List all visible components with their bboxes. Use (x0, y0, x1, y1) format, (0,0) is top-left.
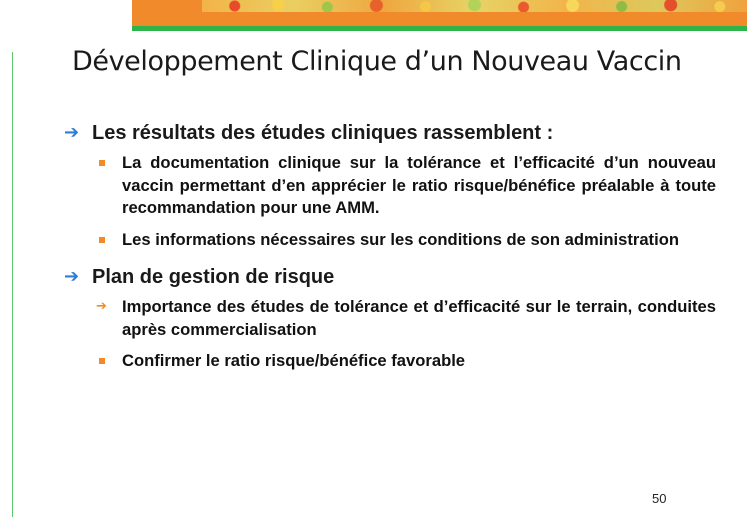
slide-title: Développement Clinique d’un Nouveau Vaccin (72, 46, 682, 77)
square-bullet-icon (99, 160, 105, 166)
section-heading-text: Les résultats des études cliniques rassemblent : (92, 122, 554, 144)
slide-content (64, 120, 716, 382)
page-number: 50 (652, 491, 667, 506)
list-item-text: Confirmer le ratio risque/bénéfice favorable (122, 351, 466, 370)
square-bullet-icon (99, 358, 105, 364)
list-item-text: Importance des études de tolérance et d’efficacité sur le terrain, conduites après commercialisation (122, 297, 716, 339)
arrow-bullet-icon: ➔ (96, 299, 107, 314)
left-vertical-rule (12, 52, 13, 517)
section-heading-text: Plan de gestion de risque (92, 266, 335, 288)
section-heading-results (64, 120, 716, 146)
section-heading-risk-plan (64, 264, 716, 290)
list-item (92, 296, 716, 341)
list-item-text: La documentation clinique sur la tolérance et l’efficacité d’un nouveau vaccin permettant d’en apprécier le ratio risque/bénéfice préalable à toute recommandation pour une AMM. (122, 153, 716, 217)
square-bullet-icon (99, 237, 105, 243)
list-item-text: Les informations nécessaires sur les conditions de son administration (122, 229, 679, 249)
banner-floral-strip (202, 0, 747, 12)
arrow-right-icon: ➔ (64, 122, 80, 143)
arrow-right-icon: ➔ (64, 266, 80, 287)
list-item (92, 350, 716, 373)
banner-green-line (132, 26, 747, 31)
list-item (92, 152, 716, 220)
list-item (92, 229, 716, 252)
header-banner (132, 0, 747, 26)
